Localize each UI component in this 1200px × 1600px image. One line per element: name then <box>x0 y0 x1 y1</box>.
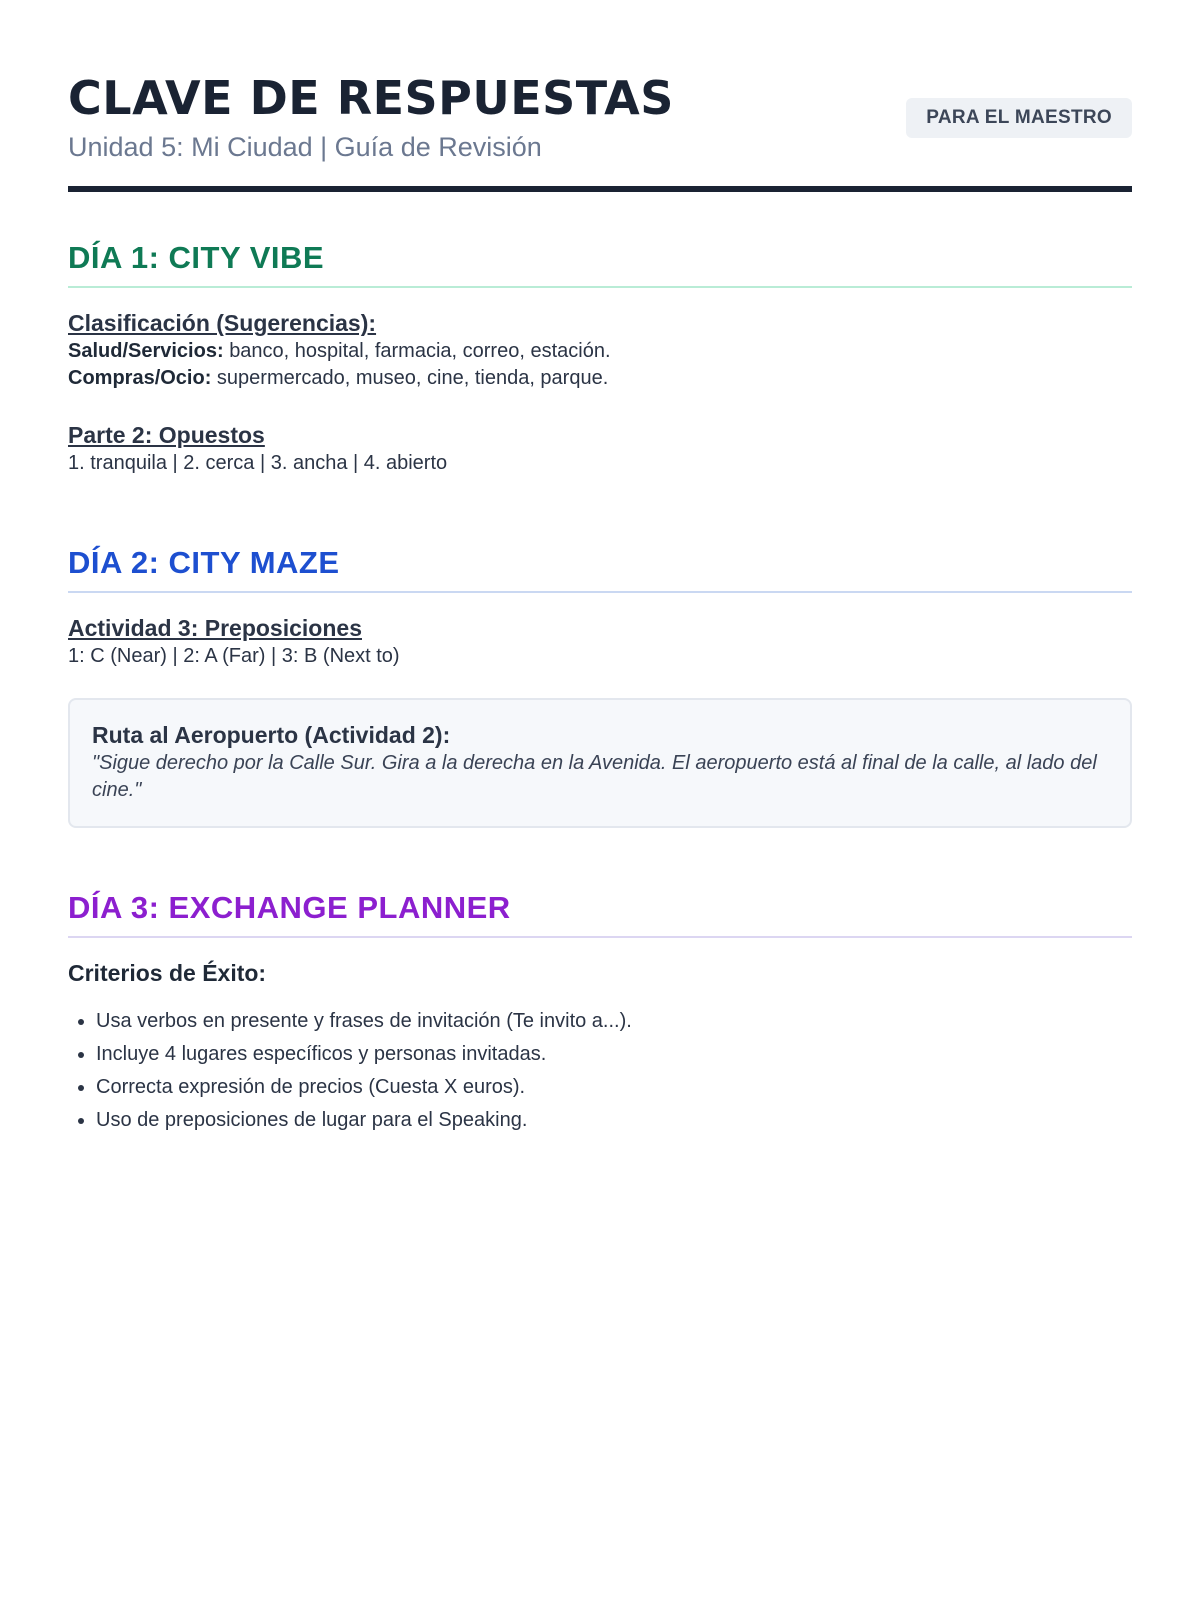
prepositions-answers: 1: C (Near) | 2: A (Far) | 3: B (Next to) <box>68 645 400 667</box>
classification-label-health: Salud/Servicios: <box>68 340 224 362</box>
opposites-answers: 1. tranquila | 2. cerca | 3. ancha | 4. abierto <box>68 452 448 474</box>
opposites-block <box>68 420 1132 477</box>
airport-route-text: "Sigue derecho por la Calle Sur. Gira a la derecha en la Avenida. El aeropuerto está al final de la calle, al lado del cine." <box>92 752 1097 801</box>
section-day-1 <box>68 238 1132 477</box>
document-header <box>68 70 1132 192</box>
section-day-3 <box>68 888 1132 1134</box>
success-criteria-list <box>68 1008 1132 1134</box>
classification-label-shopping: Compras/Ocio: <box>68 367 212 389</box>
teacher-badge: PARA EL MAESTRO <box>906 98 1132 138</box>
section-day-3-title: DÍA 3: EXCHANGE PLANNER <box>68 888 1132 938</box>
prepositions-block <box>68 613 1132 670</box>
section-day-2 <box>68 543 1132 828</box>
classification-value-shopping: supermercado, museo, cine, tienda, parque. <box>216 367 609 389</box>
classification-block <box>68 308 1132 392</box>
classification-heading: Clasificación (Sugerencias): <box>68 310 377 336</box>
list-item: • Correcta expresión de precios (Cuesta X euros). <box>96 1074 1132 1101</box>
prepositions-heading: Actividad 3: Preposiciones <box>68 615 362 641</box>
success-criteria-title: Criterios de Éxito: <box>68 960 267 986</box>
classification-line-shopping <box>68 365 1132 392</box>
classification-value-health: banco, hospital, farmacia, correo, estación. <box>229 340 611 362</box>
classification-line-health <box>68 338 1132 365</box>
page-title: CLAVE DE RESPUESTAS <box>68 71 674 125</box>
list-item: • Uso de preposiciones de lugar para el Speaking. <box>96 1107 1132 1134</box>
list-item: • Incluye 4 lugares específicos y personas invitadas. <box>96 1041 1132 1068</box>
airport-route-box <box>68 698 1132 828</box>
page-subtitle: Unidad 5: Mi Ciudad | Guía de Revisión <box>68 132 542 162</box>
section-day-1-title: DÍA 1: CITY VIBE <box>68 238 1132 288</box>
airport-route-title: Ruta al Aeropuerto (Actividad 2): <box>92 722 451 748</box>
list-item: • Usa verbos en presente y frases de invitación (Te invito a...). <box>96 1008 1132 1035</box>
opposites-heading: Parte 2: Opuestos <box>68 422 265 448</box>
section-day-2-title: DÍA 2: CITY MAZE <box>68 543 1132 593</box>
